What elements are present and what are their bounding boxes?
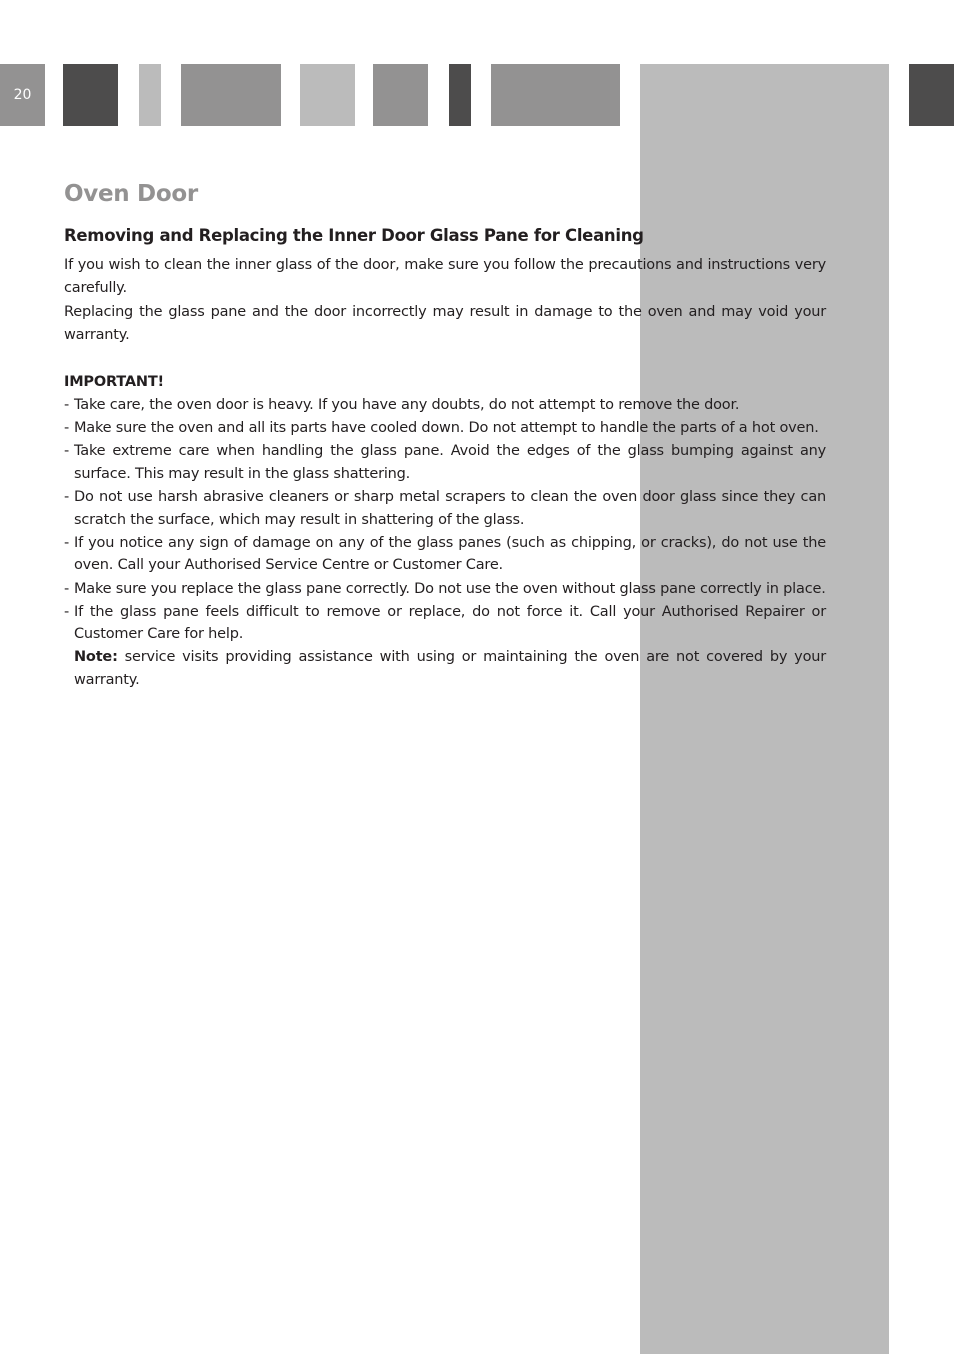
list-item-text: Make sure the oven and all its parts have cooled down. Do not attempt to handle the parts of a hot oven.	[74, 420, 819, 437]
list-item	[64, 601, 826, 646]
list-item	[64, 578, 826, 601]
header-block-3	[181, 64, 281, 126]
list-dash: -	[64, 580, 70, 597]
list-item-text: Make sure you replace the glass pane correctly. Do not use the oven without glass pane correctly in place.	[74, 580, 826, 597]
header-block-1	[63, 64, 118, 126]
list-dash: -	[64, 488, 70, 505]
header-block-2	[139, 64, 161, 126]
list-item	[64, 394, 826, 417]
list-item-text: If you notice any sign of damage on any of the glass panes (such as chipping, or cracks), do not use the oven. Call your Authorised Service Centre or Customer Care.	[74, 534, 826, 574]
list-dash: -	[64, 420, 70, 437]
intro-paragraph: Replacing the glass pane and the door incorrectly may result in damage to the oven and may void your warranty.	[64, 304, 826, 343]
list-dash: -	[64, 603, 70, 620]
list-item-text: Take care, the oven door is heavy. If you have any doubts, do not attempt to remove the door.	[74, 397, 740, 413]
section-subtitle: Removing and Replacing the Inner Door Glass Pane for Cleaning	[64, 226, 644, 245]
important-label: IMPORTANT!	[64, 374, 164, 390]
header-block-6	[449, 64, 471, 126]
note-text: service visits providing assistance with using or maintaining the oven are not covered by your warranty.	[74, 649, 826, 689]
list-item-text: If the glass pane feels difficult to remove or replace, do not force it. Call your Authorised Repairer or Customer Care for help.	[74, 603, 826, 643]
note-label: Note:	[74, 649, 118, 666]
list-item-text: Take extreme care when handling the glass pane. Avoid the edges of the glass bumping against any surface. This may result in the glass shattering.	[74, 443, 826, 482]
page-number: 20	[0, 64, 45, 126]
header-block-4	[300, 64, 355, 126]
page-title: Oven Door	[64, 181, 198, 207]
note	[64, 646, 826, 691]
intro-paragraph: If you wish to clean the inner glass of the door, make sure you follow the precautions and instructions very carefully.	[64, 257, 826, 296]
list-dash: -	[64, 534, 70, 551]
list-item	[64, 486, 826, 531]
precautions-list	[64, 394, 826, 646]
list-item	[64, 532, 826, 577]
header-block-8	[909, 64, 954, 126]
list-dash: -	[64, 443, 70, 460]
header-block-5	[373, 64, 428, 126]
list-item	[64, 440, 826, 485]
list-item-text: Do not use harsh abrasive cleaners or sharp metal scrapers to clean the oven door glass since they can scratch the surface, which may result in shattering of the glass.	[74, 488, 826, 528]
list-dash: -	[64, 397, 70, 413]
list-item	[64, 417, 826, 440]
header-block-7	[491, 64, 620, 126]
content	[64, 178, 826, 692]
